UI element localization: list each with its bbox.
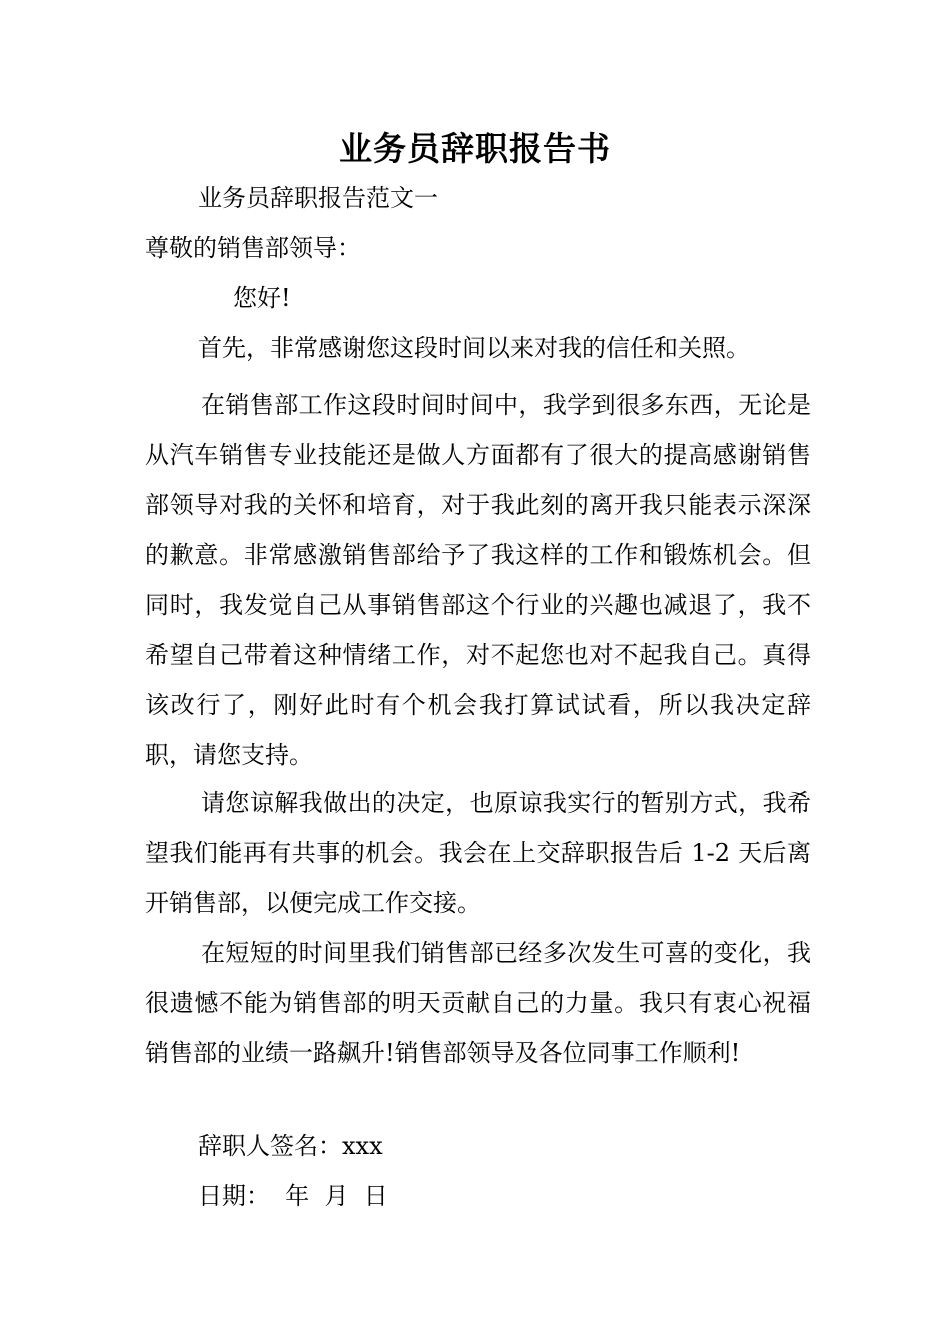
document-subtitle: 业务员辞职报告范文一: [198, 184, 438, 212]
paragraph-blessing: 在短短的时间里我们销售部已经多次发生可喜的变化，我很遗憾不能为销售部的明天贡献自己的力量。我只有衷心祝福销售部的业绩一路飙升!销售部领导及各位同事工作顺利!: [145, 939, 811, 1067]
date-line: 日期： 年 月 日: [198, 1182, 388, 1210]
greeting: 您好!: [233, 284, 291, 312]
signature-line: 辞职人签名：xxx: [198, 1132, 383, 1160]
paragraph-experience: 在销售部工作这段时间时间中，我学到很多东西，无论是从汽车销售专业技能还是做人方面都有了很大的提高感谢销售部领导对我的关怀和培育，对于我此刻的离开我只能表示深深的歉意。非常感激销售部给予了我这样的工作和锻炼机会。但同时，我发觉自己从事销售部这个行业的兴趣也减退了，我不希望自己带着这种情绪工作，对不起您也对不起我自己。真得该改行了，刚好此时有个机会我打算试试看，所以我决定辞职，请您支持。: [145, 391, 811, 769]
paragraph-thanks: 首先，非常感谢您这段时间以来对我的信任和关照。: [198, 334, 750, 362]
paragraph-understanding: 请您谅解我做出的决定，也原谅我实行的暂别方式，我希望我们能再有共事的机会。我会在上交辞职报告后 1-2 天后离开销售部，以便完成工作交接。: [145, 789, 811, 917]
salutation: 尊敬的销售部领导：: [145, 234, 361, 262]
document-title: 业务员辞职报告书: [339, 129, 611, 168]
